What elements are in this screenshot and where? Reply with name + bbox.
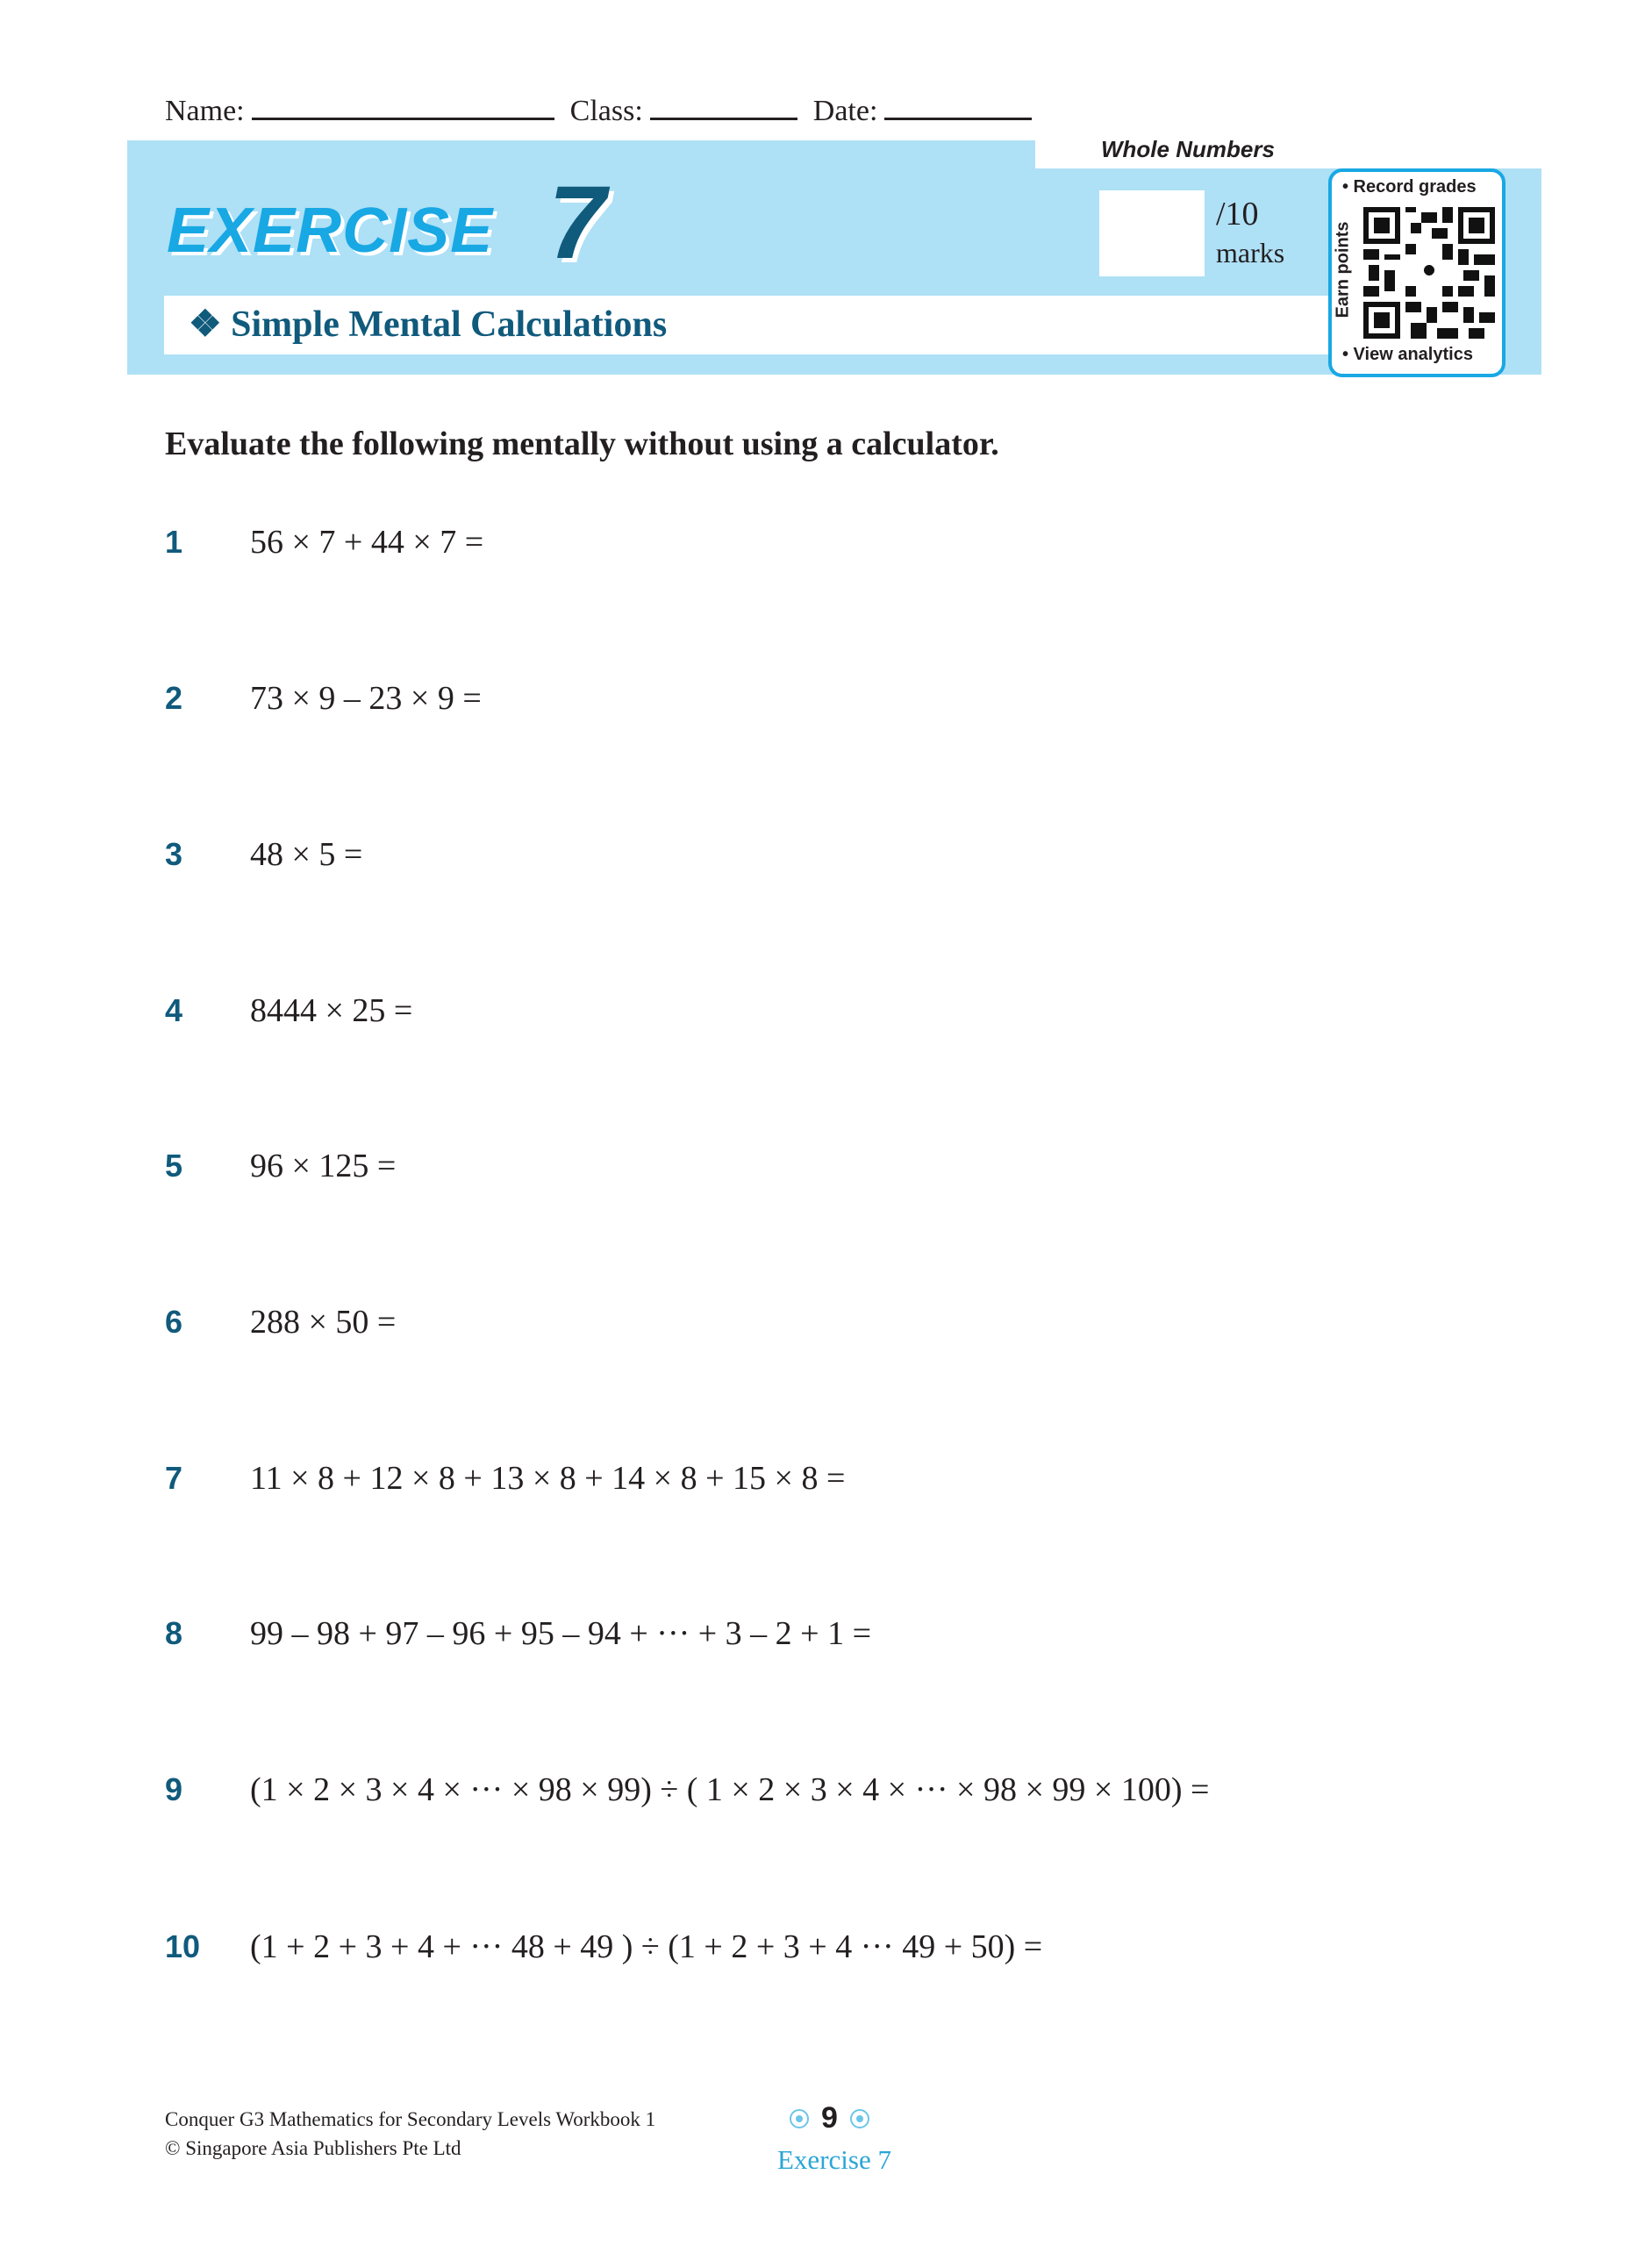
- question-number: 6: [165, 1304, 183, 1340]
- view-analytics-text: • View analytics: [1342, 345, 1473, 364]
- page-number: 9: [821, 2101, 838, 2135]
- name-label: Name:: [165, 95, 245, 127]
- question-5: [165, 1147, 396, 1185]
- question-number: 7: [165, 1460, 183, 1496]
- question-number: 10: [165, 1928, 201, 1964]
- question-number: 9: [165, 1771, 183, 1807]
- question-6: [165, 1303, 396, 1341]
- question-10: [165, 1928, 1042, 1966]
- dot-icon: [850, 2109, 869, 2128]
- diamond-bullet-icon: ❖: [189, 304, 222, 345]
- question-3: [165, 835, 362, 874]
- question-expression: 8444 × 25 =: [250, 992, 413, 1029]
- question-expression: 73 × 9 – 23 × 9 =: [250, 680, 482, 717]
- question-9: [165, 1770, 1209, 1809]
- question-expression: 48 × 5 =: [250, 836, 363, 873]
- record-grades-text: • Record grades: [1342, 177, 1477, 197]
- question-number: 1: [165, 524, 183, 560]
- topic-title: Whole Numbers: [1101, 136, 1275, 162]
- question-7: [165, 1459, 845, 1498]
- instruction: Evaluate the following mentally without using a calculator.: [165, 426, 999, 462]
- question-expression: 99 – 98 + 97 – 96 + 95 – 94 + ··· + 3 – 2 + 1 =: [250, 1615, 872, 1652]
- qr-code-icon[interactable]: [1363, 207, 1495, 339]
- name-line: [252, 117, 554, 120]
- question-number: 3: [165, 836, 183, 872]
- exercise-number: 7: [548, 165, 606, 281]
- marks-box[interactable]: [1099, 190, 1205, 276]
- question-1: [165, 523, 483, 562]
- earn-points-text: Earn points: [1333, 221, 1353, 318]
- marks-total: /10: [1216, 196, 1259, 232]
- question-number: 5: [165, 1148, 183, 1184]
- question-expression: 96 × 125 =: [250, 1148, 397, 1184]
- question-expression: (1 + 2 + 3 + 4 + ··· 48 + 49 ) ÷ (1 + 2 + 3 + 4 ··· 49 + 50) =: [250, 1928, 1043, 1965]
- exercise-word: EXERCISE: [167, 196, 494, 266]
- subtitle-text: Simple Mental Calculations: [231, 304, 668, 345]
- class-label: Class:: [569, 95, 643, 127]
- marks-label: marks: [1216, 237, 1285, 268]
- question-expression: 56 × 7 + 44 × 7 =: [250, 524, 484, 561]
- question-number: 2: [165, 680, 183, 716]
- question-2: [165, 679, 482, 718]
- question-8: [165, 1614, 871, 1653]
- question-number: 4: [165, 992, 183, 1028]
- section-subtitle: [189, 302, 667, 346]
- date-label: Date:: [812, 95, 878, 127]
- class-line: [650, 117, 797, 120]
- date-line: [884, 117, 1032, 120]
- question-4: [165, 991, 412, 1030]
- question-number: 8: [165, 1615, 183, 1651]
- footer-exercise: Exercise 7: [777, 2144, 891, 2175]
- student-info-fields: [165, 95, 1048, 128]
- question-expression: (1 × 2 × 3 × 4 × ··· × 98 × 99) ÷ ( 1 × 2 × 3 × 4 × ··· × 98 × 99 × 100) =: [250, 1771, 1210, 1808]
- footer-book-title: Conquer G3 Mathematics for Secondary Levels Workbook 1: [165, 2108, 656, 2130]
- question-expression: 288 × 50 =: [250, 1304, 397, 1341]
- qr-panel: [1328, 168, 1505, 377]
- footer-copyright: © Singapore Asia Publishers Pte Ltd: [165, 2137, 461, 2159]
- dot-icon: [790, 2109, 809, 2128]
- question-expression: 11 × 8 + 12 × 8 + 13 × 8 + 14 × 8 + 15 × 8 =: [250, 1460, 846, 1497]
- page-number-group: [790, 2101, 869, 2135]
